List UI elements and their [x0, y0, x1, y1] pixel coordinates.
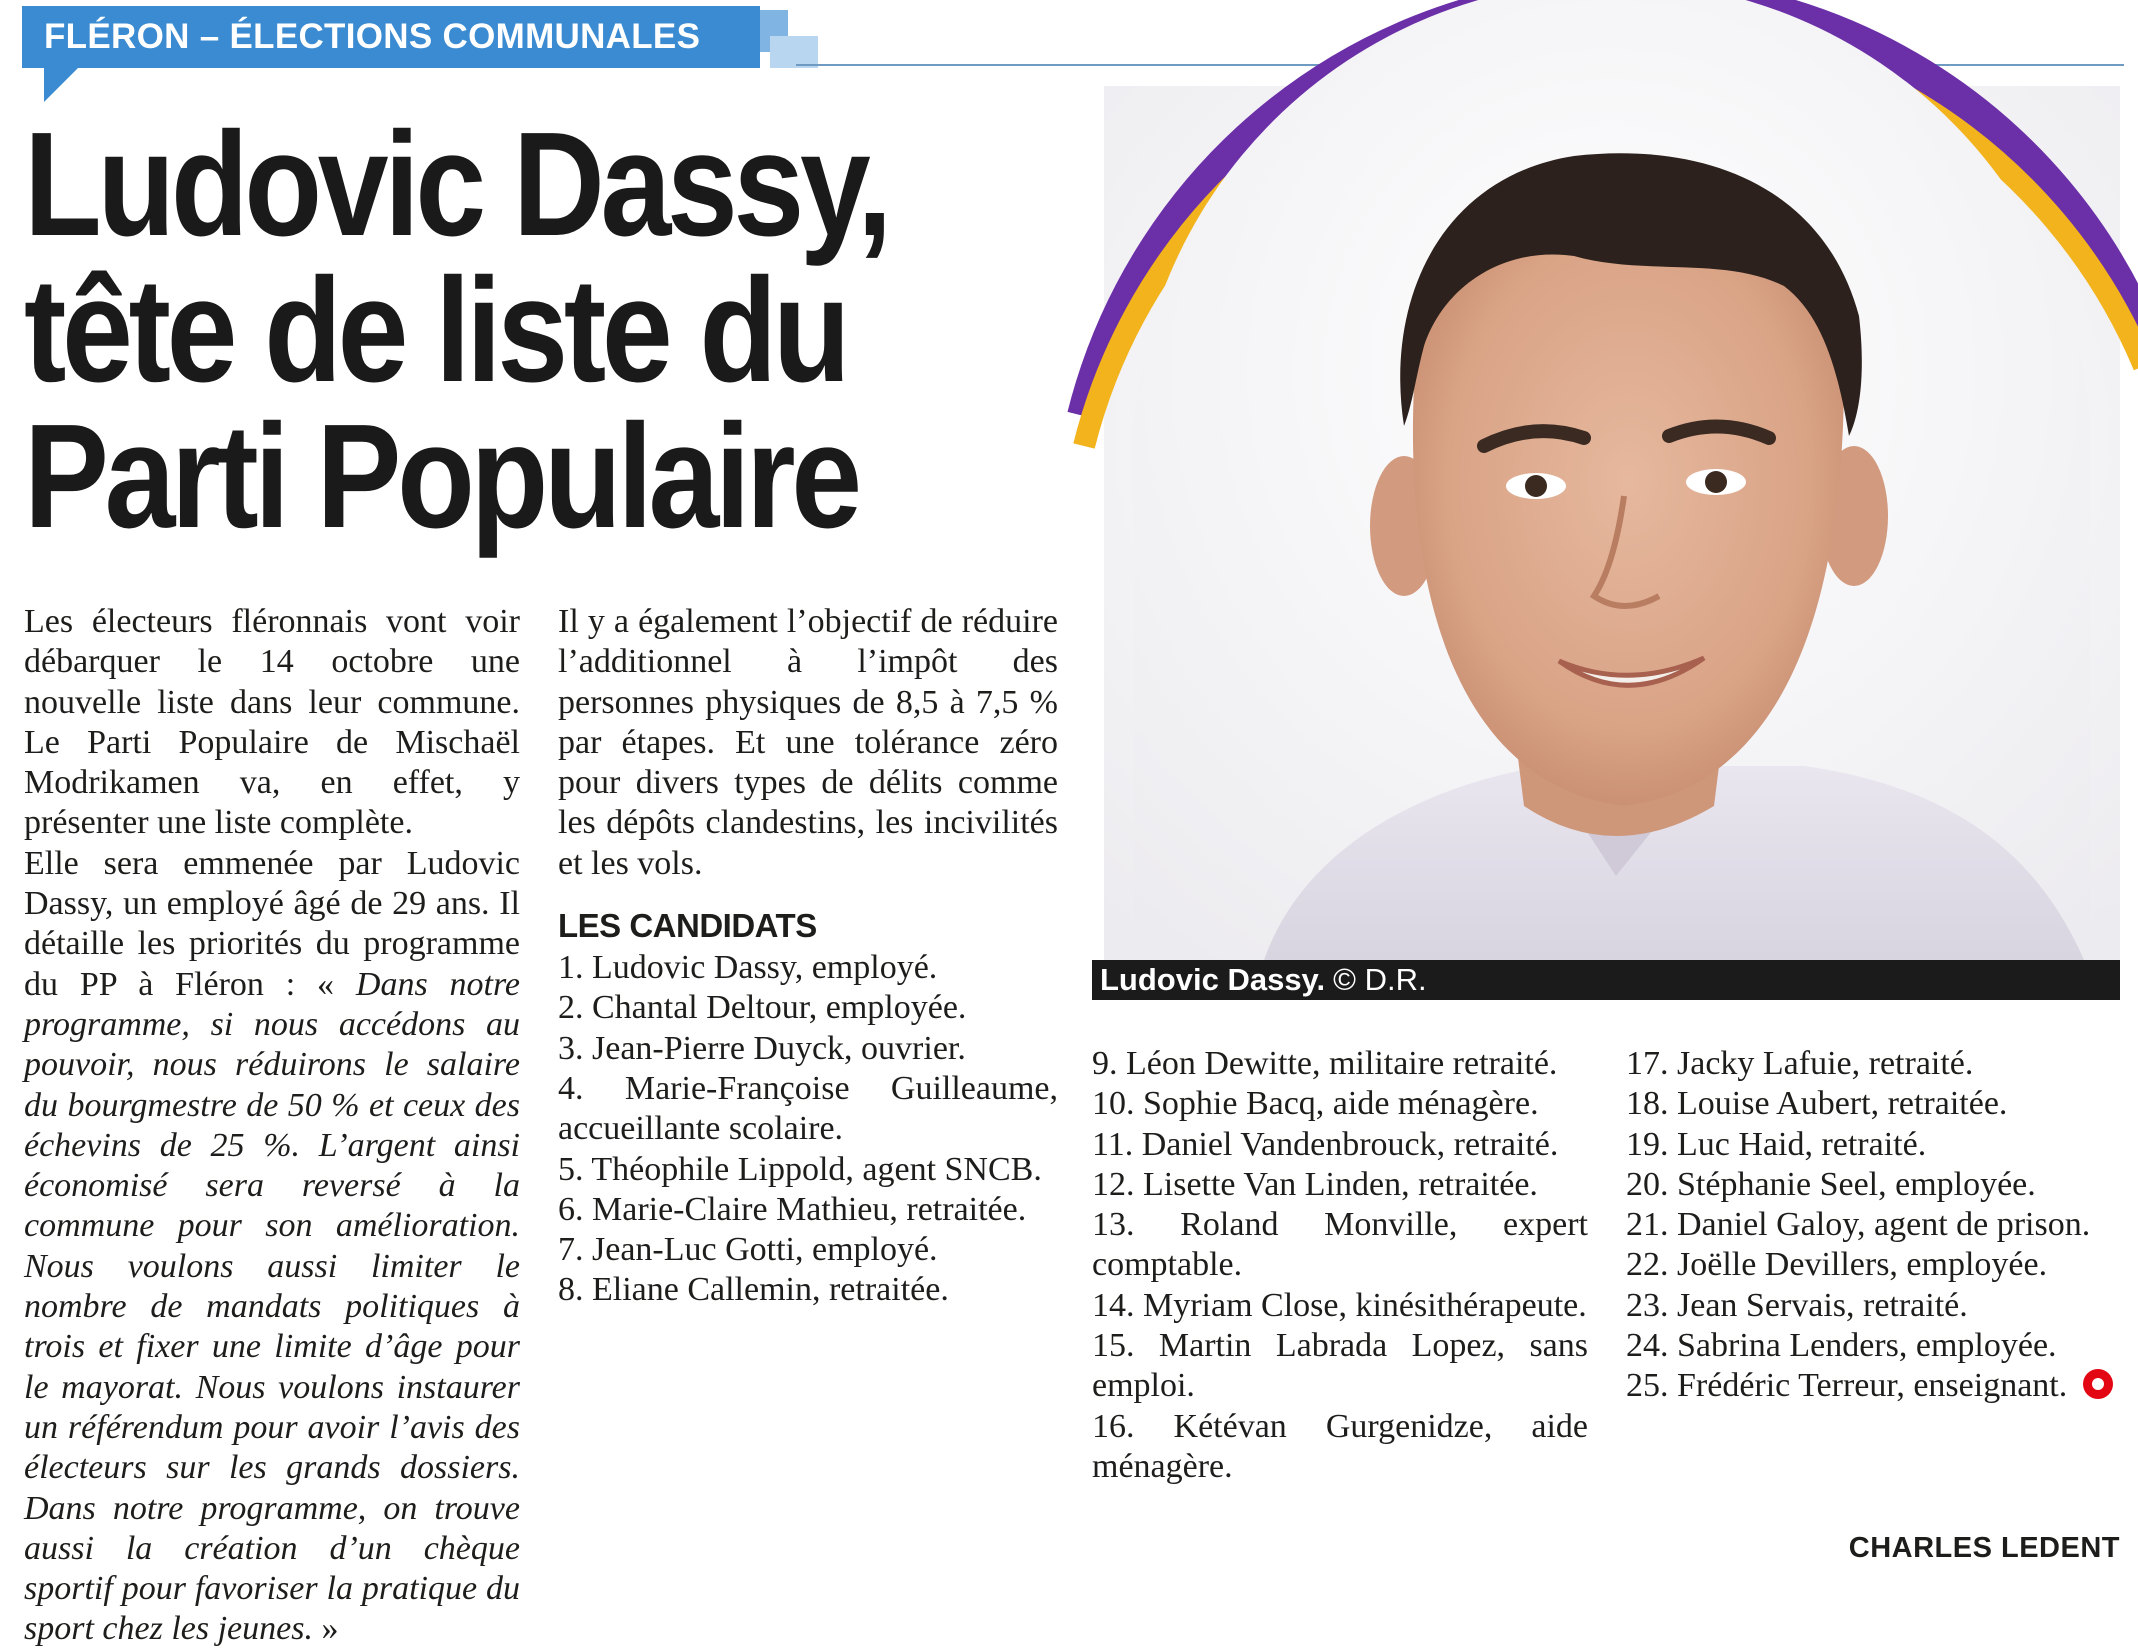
- kicker-label: FLÉRON – ÉLECTIONS COMMUNALES: [22, 6, 760, 68]
- headline-line: Parti Populaire: [24, 394, 858, 559]
- portrait-illustration: [1104, 86, 2120, 960]
- headline-line: tête de liste du: [24, 248, 847, 413]
- candidate-item: 10. Sophie Bacq, aide ménagère.: [1092, 1085, 1539, 1123]
- quote-open: «: [317, 965, 356, 1003]
- candidate-photo: [1104, 86, 2120, 960]
- article-column-2: [558, 602, 1058, 1311]
- candidate-item: 24. Sabrina Lenders, employée.: [1626, 1327, 2057, 1365]
- candidate-item: 15. Martin Labrada Lopez, sans emploi.: [1092, 1327, 1588, 1405]
- candidate-item: 1. Ludovic Dassy, employé.: [558, 949, 938, 987]
- candidate-item: 19. Luc Haid, retraité.: [1626, 1125, 1927, 1163]
- candidate-last: [1626, 1366, 2122, 1406]
- candidate-item: 3. Jean-Pierre Duyck, ouvrier.: [558, 1029, 966, 1067]
- candidate-item: 16. Kétévan Gurgenidze, aide ménagère.: [1092, 1407, 1588, 1485]
- candidate-item: 25. Frédéric Terreur, enseignant.: [1626, 1367, 2068, 1405]
- candidates-heading: LES CANDIDATS: [558, 907, 817, 945]
- candidate-item: 9. Léon Dewitte, militaire retraité.: [1092, 1045, 1558, 1082]
- candidate-item: 11. Daniel Vandenbrouck, retraité.: [1092, 1125, 1559, 1163]
- candidate-item: 18. Louise Aubert, retraitée.: [1626, 1085, 2008, 1123]
- candidate-item: 21. Daniel Galoy, agent de prison.: [1626, 1206, 2091, 1244]
- article-column-3: [1092, 1044, 1588, 1487]
- article-column-4: [1626, 1044, 2122, 1407]
- candidate-item: 13. Roland Monville, expert comptable.: [1092, 1206, 1588, 1284]
- candidate-item: 7. Jean-Luc Gotti, employé.: [558, 1231, 938, 1269]
- caption-name: Ludovic Dassy.: [1100, 962, 1326, 997]
- candidate-item: 4. Marie-Françoise Guilleaume, accueillante scolaire.: [558, 1069, 1058, 1148]
- candidate-item: 22. Joëlle Devillers, employée.: [1626, 1246, 2048, 1284]
- candidate-item: 23. Jean Servais, retraité.: [1626, 1286, 1968, 1324]
- headline-line: Ludovic Dassy,: [24, 102, 889, 267]
- candidate-item: 20. Stéphanie Seel, employée.: [1626, 1165, 2036, 1203]
- headline: [24, 102, 893, 559]
- quote-text: Dans notre programme, si nous accédons au pouvoir, nous réduirons le salaire du bourgmestre de 50 % et ceux des échevins de 25 %. L’argent ainsi économisé sera reversé à la commune pour son amélioration. Nous voulons aussi limiter le nombre de mandats politiques à trois et fixer une limite d’âge pour le mayorat. Nous voulons instaurer un référendum pour avoir l’avis des électeurs sur les grands dossiers. Dans notre programme, on trouve aussi la création d’un chèque sportif pour favoriser la pratique du sport chez les jeunes.: [24, 965, 521, 1648]
- end-of-article-icon: [2083, 1369, 2113, 1399]
- photo-caption: [1092, 960, 2120, 1000]
- candidate-item: 2. Chantal Deltour, employée.: [558, 989, 967, 1027]
- byline: CHARLES LEDENT: [1848, 1532, 2120, 1564]
- quote-close: »: [312, 1610, 339, 1648]
- article-paragraph: [24, 844, 520, 1650]
- candidate-item: 6. Marie-Claire Mathieu, retraitée.: [558, 1190, 1027, 1228]
- candidate-item: 12. Lisette Van Linden, retraitée.: [1092, 1165, 1538, 1203]
- article-paragraph: Il y a également l’objectif de réduire l’additionnel à l’impôt des personnes physiques de 8,5 à 7,5 % par étapes. Et une tolérance zéro pour divers types de délits comme les dépôts clandestins, les incivilités et les vols.: [558, 603, 1058, 882]
- candidate-item: 8. Eliane Callemin, retraitée.: [558, 1271, 949, 1309]
- article-intro: Elle sera emmenée par Ludovic Dassy, un employé âgé de 29 ans. Il détaille les priorités du programme du PP à Fléron :: [24, 844, 520, 1003]
- article-paragraph: Les électeurs fléronnais vont voir débarquer le 14 octobre une nouvelle liste dans leur commune. Le Parti Populaire de Mischaël Modrikamen va, en effet, y présenter une liste complète.: [24, 603, 520, 842]
- candidate-item: 5. Théophile Lippold, agent SNCB.: [558, 1150, 1042, 1188]
- caption-credit: © D.R.: [1333, 962, 1427, 997]
- kicker-notch: [44, 68, 78, 102]
- article-column-1: [24, 602, 520, 1650]
- candidate-item: 14. Myriam Close, kinésithérapeute.: [1092, 1286, 1587, 1324]
- candidate-item: 17. Jacky Lafuie, retraité.: [1626, 1045, 1974, 1082]
